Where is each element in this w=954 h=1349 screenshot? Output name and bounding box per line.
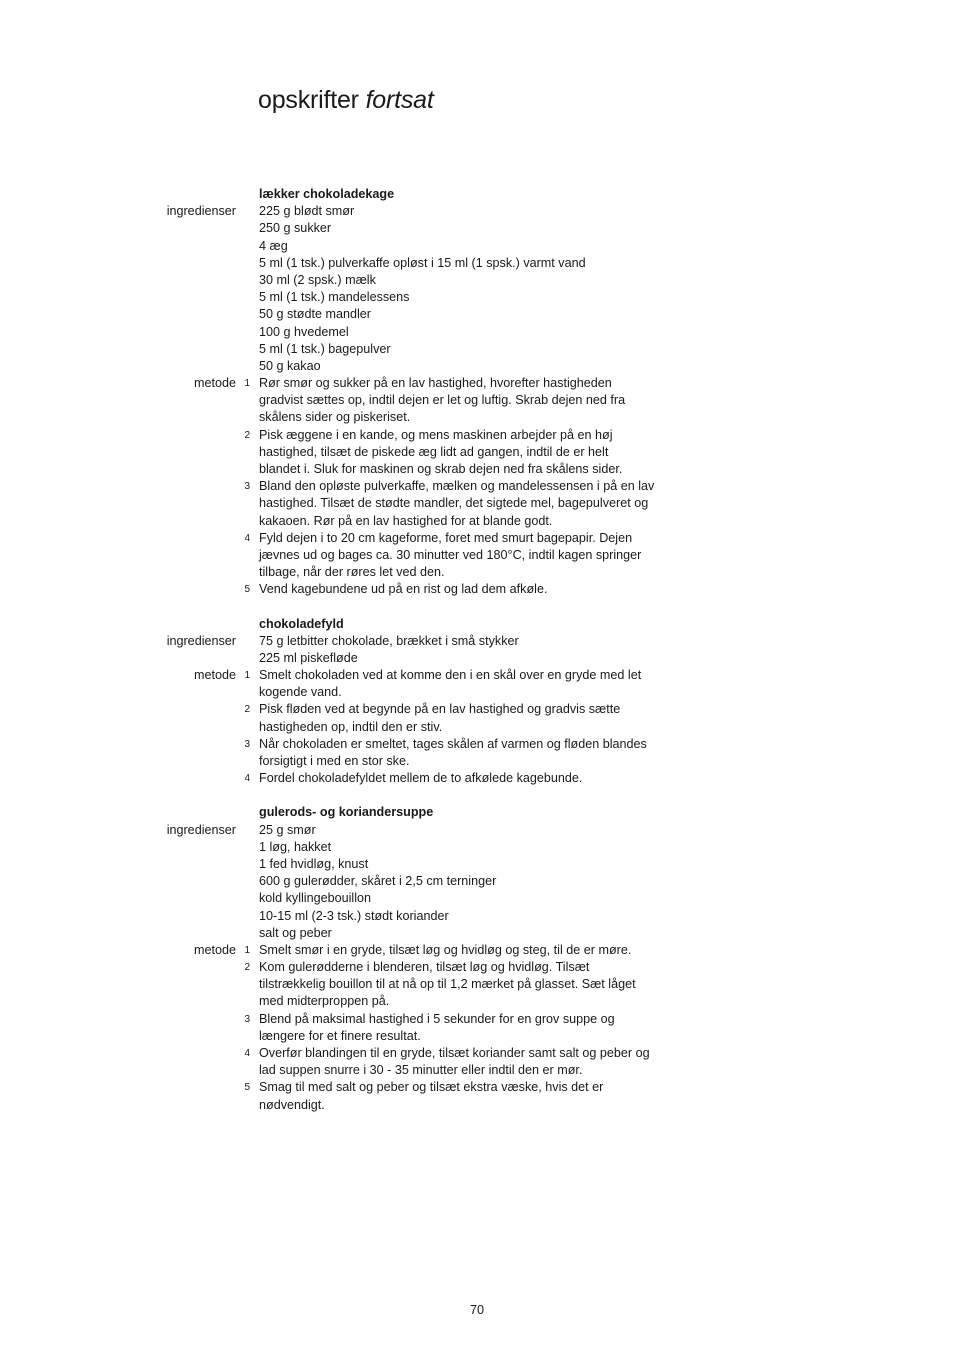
method-step-line [0,667,954,684]
ingredient-line [0,873,954,890]
method-step-line [0,564,954,581]
step-text: Pisk fløden ved at begynde på en lav hastighed og gradvis sætte [259,702,621,717]
step-number: 3 [244,738,250,750]
ingredient-item: 50 g stødte mandler [259,307,372,322]
ingredient-item: 5 ml (1 tsk.) pulverkaffe opløst i 15 ml (1 spsk.) varmt vand [259,255,586,270]
ingredients-label: ingredienser [166,204,236,219]
page-number: 70 [469,1303,484,1317]
method-step-line [0,513,954,530]
ingredient-line [0,822,954,839]
method-label: metode [193,942,236,957]
ingredient-item: 225 g blødt smør [259,204,355,219]
ingredient-line [0,839,954,856]
recipe-title: lækker chokoladekage [259,187,395,201]
ingredient-line [0,238,954,255]
ingredient-line [0,306,954,323]
method-step-line [0,753,954,770]
step-text: Smelt smør i en gryde, tilsæt løg og hvidløg og steg, til de er møre. [259,942,632,957]
ingredient-line [0,289,954,306]
method-step-line [0,684,954,701]
ingredient-line [0,255,954,272]
method-step-line [0,719,954,736]
step-text: Når chokoladen er smeltet, tages skålen af varmen og fløden blandes [259,736,647,751]
ingredient-line [0,220,954,237]
step-text: Fyld dejen i to 20 cm kageforme, foret med smurt bagepapir. Dejen [259,530,633,545]
step-text: skålens sider og piskeriset. [259,410,411,425]
step-text: Fordel chokoladefyldet mellem de to afkølede kagebunde. [259,771,583,786]
step-number: 4 [244,532,250,544]
page-title [258,84,434,116]
step-text: Kom gulerødderne i blenderen, tilsæt løg og hvidløg. Tilsæt [259,960,590,975]
step-text: Pisk æggene i en kande, og mens maskinen arbejder på en høj [259,427,613,442]
step-number: 5 [244,1082,250,1094]
method-label: metode [193,376,236,391]
step-number: 2 [244,704,250,716]
method-step-line [0,478,954,495]
ingredient-item: 50 g kakao [259,358,321,373]
ingredient-item: 1 løg, hakket [259,839,332,854]
method-step-line [0,1079,954,1096]
ingredient-item: 25 g smør [259,822,316,837]
step-text: Bland den opløste pulverkaffe, mælken og mandelessensen i på en lav [259,479,655,494]
step-text: Blend på maksimal hastighed i 5 sekunder for en grov suppe og [259,1011,615,1026]
ingredient-item: 225 ml piskefløde [259,650,358,665]
method-step-line [0,427,954,444]
method-step-line [0,942,954,959]
ingredient-item: 600 g gulerødder, skåret i 2,5 cm terninger [259,874,497,889]
recipes-container [0,186,954,1131]
recipe-section [0,616,954,788]
step-text: kakaoen. Rør på en lav hastighed for at blande godt. [259,513,553,528]
step-text: længere for et finere resultat. [259,1028,421,1043]
method-step-line [0,530,954,547]
method-step-line [0,444,954,461]
method-step-line [0,770,954,787]
recipe-section [0,186,954,599]
ingredient-line [0,341,954,358]
recipe-title: gulerods- og koriandersuppe [259,805,434,820]
method-step-line [0,547,954,564]
ingredient-line [0,908,954,925]
step-text: forsigtigt i med en stor ske. [259,754,410,768]
step-text: jævnes ud og bages ca. 30 minutter ved 180°C, indtil kagen springer [259,547,642,562]
ingredient-line [0,890,954,907]
step-text: hastigheden op, indtil den er stiv. [259,719,443,734]
step-number: 2 [244,962,250,974]
method-step-line [0,409,954,426]
step-text: kogende vand. [259,685,342,700]
step-number: 4 [244,1048,250,1059]
step-text: Smag til med salt og peber og tilsæt ekstra væske, hvis det er [259,1080,604,1095]
ingredient-line [0,358,954,375]
ingredient-line [0,856,954,873]
method-step-line [0,1045,954,1062]
method-step-line [0,375,954,392]
step-text: Smelt chokoladen ved at komme den i en skål over en gryde med let [259,668,642,683]
method-step-line [0,1028,954,1045]
step-number: 2 [244,429,250,441]
step-text: Rør smør og sukker på en lav hastighed, hvorefter hastigheden [259,376,612,391]
step-number: 1 [244,944,250,956]
ingredients-label: ingredienser [166,822,236,837]
method-step-line [0,1011,954,1028]
ingredient-item: salt og peber [259,925,332,940]
step-number: 1 [244,378,250,390]
ingredient-line [0,633,954,650]
step-text: hastighed. Tilsæt de stødte mandler, det sigtede mel, bagepulveret og [259,496,649,511]
page-title-italic: fortsat [365,86,434,114]
method-step-line [0,959,954,976]
method-step-line [0,736,954,753]
step-number: 1 [244,670,250,682]
ingredient-item: 75 g letbitter chokolade, brækket i små stykker [259,633,519,648]
ingredient-item: 10-15 ml (2-3 tsk.) stødt koriander [259,908,449,923]
method-step-line [0,1062,954,1079]
step-text: nødvendigt. [259,1097,325,1112]
method-step-line [0,1097,954,1114]
method-label: metode [193,668,236,683]
ingredient-item: 1 fed hvidløg, knust [259,856,369,871]
step-text: blandet i. Sluk for maskinen og skrab dejen ned fra skålens sider. [259,462,623,476]
step-text: Vend kagebundene ud på en rist og lad dem afkøle. [259,582,548,597]
ingredient-item: 5 ml (1 tsk.) bagepulver [259,341,391,356]
ingredient-line [0,203,954,220]
step-text: hastighed, tilsæt de piskede æg lidt ad gangen, indtil de er helt [259,444,609,459]
step-number: 4 [244,773,250,785]
step-number: 3 [244,1013,250,1025]
recipe-section [0,804,954,1113]
method-step-line [0,392,954,409]
ingredients-label: ingredienser [166,633,236,648]
ingredient-item: 4 æg [259,238,288,253]
step-text: tilstrækkelig bouillon til at nå op til 1,2 mærket på glasset. Sæt låget [259,977,636,992]
ingredient-item: 100 g hvedemel [259,324,349,339]
ingredient-item: 250 g sukker [259,221,332,236]
ingredient-line [0,272,954,289]
method-step-line [0,976,954,993]
step-text: gradvist sættes op, indtil dejen er let og luftig. Skrab dejen ned fra [259,393,626,408]
recipe-title: chokoladefyld [259,616,344,631]
step-text: Overfør blandingen til en gryde, tilsæt koriander samt salt og peber og [259,1046,650,1060]
method-step-line [0,581,954,598]
ingredient-item: kold kyllingebouillon [259,891,372,906]
ingredient-line [0,650,954,667]
step-text: lad suppen snurre i 30 - 35 minutter eller indtil den er mør. [259,1063,583,1078]
page-title-main: opskrifter [258,86,359,114]
ingredient-item: 30 ml (2 spsk.) mælk [259,272,376,287]
method-step-line [0,495,954,512]
ingredient-line [0,925,954,942]
step-number: 5 [244,584,250,596]
ingredient-item: 5 ml (1 tsk.) mandelessens [259,290,410,305]
step-text: med midterproppen på. [259,994,390,1009]
step-number: 3 [244,481,250,493]
method-step-line [0,461,954,478]
ingredient-line [0,324,954,341]
step-text: tilbage, når der røres let ved den. [259,565,445,580]
method-step-line [0,701,954,718]
method-step-line [0,993,954,1010]
